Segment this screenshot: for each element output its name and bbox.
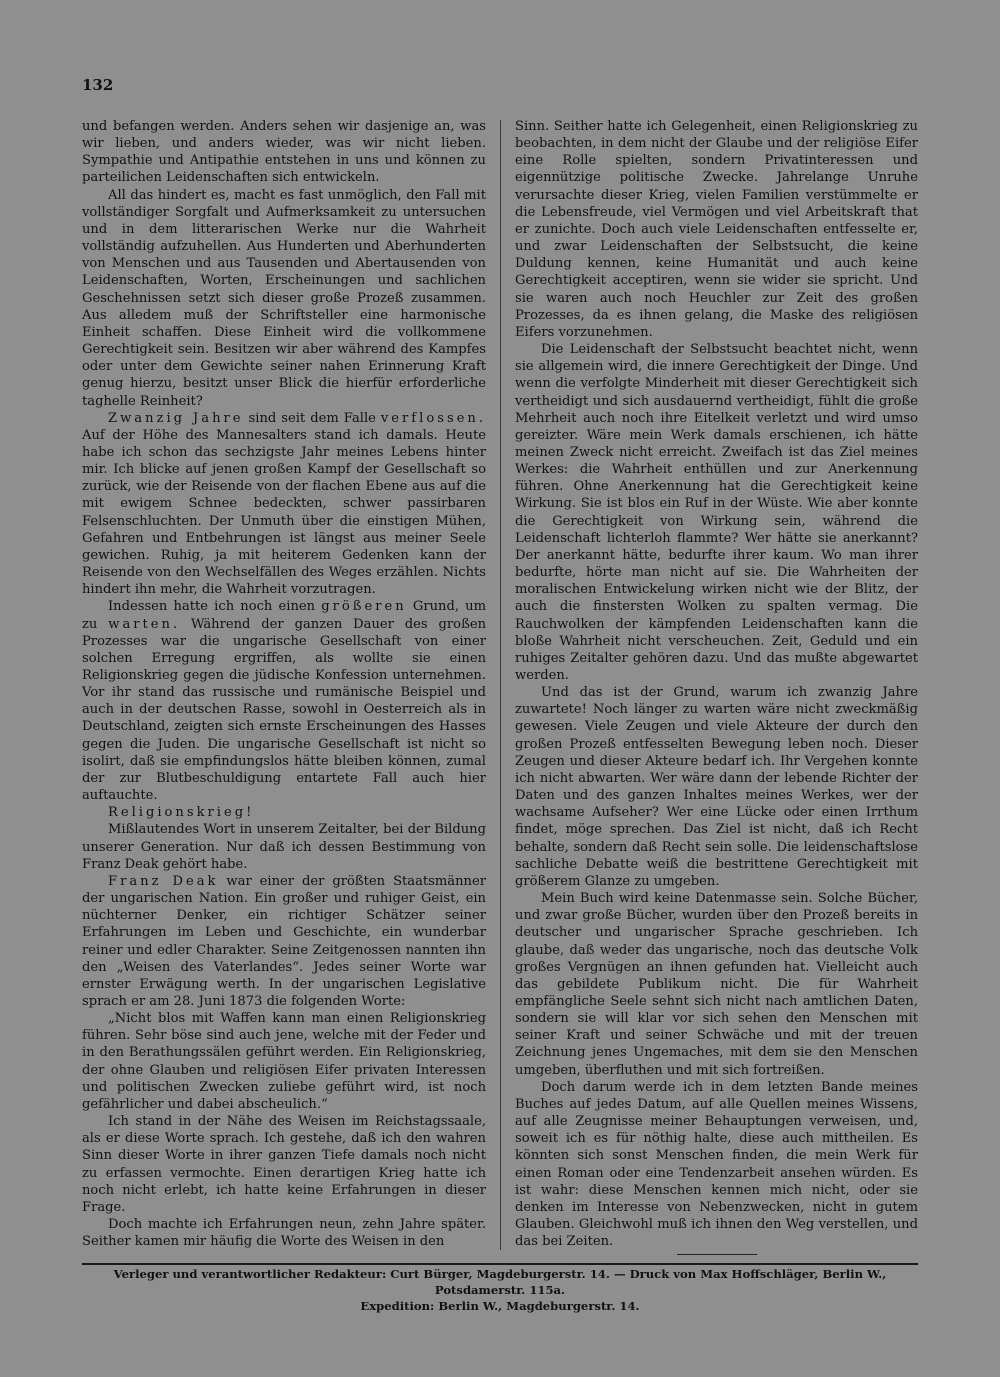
- paragraph: Ich stand in der Nähe des Weisen im Reichstagssaale, als er diese Worte sprach. Ich gestehe, daß ich den wahren Sinn dieser Worte in ihrer ganzen Tiefe damals noch nicht zu erfassen vermochte. Einen derartigen Krieg hatte ich noch nicht erlebt, ich hatte keine Erfahrungen in dieser Frage.: [82, 1114, 486, 1215]
- paragraph: Mißlautendes Wort in unserem Zeitalter, bei der Bildung unserer Generation. Nur daß ich dessen Bestimmung von Franz Deak gehört habe.: [82, 822, 486, 872]
- paragraph-text: Während der ganzen Dauer des großen Prozesses war die ungarische Gesellschaft von einer solchen Erregung ergriffen, als wollte sie einen Religionskrieg gegen die jüdische Konfession unternehmen. Vor ihr stand das russische und rumänische Beispiel und auch in der deutschen Rasse, sowohl in Oesterreich als in Deutschland, zeigten sich ernste Erscheinungen des Hasses gegen die Juden. Die ungarische Gesellschaft ist nicht so isolirt, daß sie empfindungslos hätte bleiben können, zumal der zur Blutbeschuldigung entartete Fall auch hier auftauchte.: [82, 616, 486, 804]
- paragraph: Und das ist der Grund, warum ich zwanzig Jahre zuwartete! Noch länger zu warten wäre nicht zweckmäßig gewesen. Viele Zeugen und viele Akteure der durch den großen Prozeß entfesselten Bewegung leben noch. Dieser Zeugen und dieser Akteure bedarf ich. Ihr Vergehen konnte ich nicht abwarten. Wer wäre dann der lebende Richter der Daten und des ganzen Inhaltes meines Werkes, wer der wachsame Aufseher? Wer eine Lücke oder einen Irrthum findet, möge sprechen. Das Ziel ist nicht, daß ich Recht behalte, sondern daß Recht sein solle. Die leidenschaftslose sachliche Debatte weiß die bestrittene Gerechtigkeit mit größerem Glanze zu umgeben.: [515, 685, 918, 889]
- paragraph: [82, 410, 486, 599]
- paragraph-text: war einer der größten Staatsmänner der ungarischen Nation. Ein großer und ruhiger Geist, ein nüchterner Denker, ein richtiger Schätzer seiner Erfahrungen im Leben und Geschichte, ein wunderbar reiner und edler Charakter. Seine Zeitgenossen nannten ihn den „Weisen des Vaterlandes“. Jedes seiner Worte war ernster Erwägung werth. In der ungarischen Legislative sprach er am 28. Juni 1873 die folgenden Worte:: [82, 873, 486, 1009]
- spaced-text: verflossen.: [380, 410, 487, 426]
- spaced-text: Zwanzig Jahre: [108, 410, 244, 426]
- spaced-text: größeren: [321, 599, 407, 615]
- footer-divider: [82, 1263, 918, 1265]
- spaced-text: Franz Deak: [108, 873, 219, 889]
- paragraph-text: Indessen hatte ich noch einen: [108, 599, 322, 615]
- paragraph: Sinn. Seither hatte ich Gelegenheit, einen Religionskrieg zu beobachten, in dem nicht der Glaube und der religiöse Eifer eine Rolle spielten, sondern Privatinteressen und eigennützige politische Zwecke. Jahrelange Unruhe verursachte dieser Krieg, vielen Familien verstümmelte er die Lebensfreude, viel Vermögen und viel Arbeitskraft that er zunichte. Doch auch viele Leidenschaften entfesselte er, und zwar Leidenschaften der Selbstsucht, die keine Duldung kennen, keine Humanität und auch keine Gerechtigkeit acceptiren, wenn sie wider sie spricht. Und sie waren auch noch Heuchler zur Zeit des großen Prozesses, da es ihnen gelang, die Maske des religiösen Eifers vorzunehmen.: [515, 119, 918, 340]
- paragraph: All das hindert es, macht es fast unmöglich, den Fall mit vollständiger Sorgfalt und Aufmerksamkeit zu untersuchen und in dem litterarischen Werke nur die Wahrheit vollständig aufzuhellen. Aus Hunderten und Aberhunderten von Menschen und aus Tausenden und Abertausenden von Leidenschaften, Worten, Erscheinungen und sachlichen Geschehnissen setzt sich dieser große Prozeß zusammen. Aus alledem muß der Schriftsteller eine harmonische Einheit schaffen. Diese Einheit wird die vollkommene Gerechtigkeit sein. Besitzen wir aber während des Kampfes oder unter dem Gewichte seiner nahen Erinnerung Kraft genug hierzu, besitzt unser Blick die hierfür erforderliche taghelle Reinheit?: [82, 187, 486, 409]
- quotation: „Nicht blos mit Waffen kann man einen Religionskrieg führen. Sehr böse sind auch jene, welche mit der Feder und in den Berathungssälen geführt werden. Ein Religionskrieg, der ohne Glauben und religiösen Eifer privaten Interessen und politischen Zwecken zuliebe geführt wird, ist noch gefährlicher und dabei abscheulich.“: [82, 1011, 486, 1112]
- spaced-text: Religionskrieg!: [108, 805, 255, 821]
- paragraph: Mein Buch wird keine Datenmasse sein. Solche Bücher, und zwar große Bücher, wurden über den Prozeß bereits in deutscher und ungarischer Sprache geschrieben. Ich glaube, daß weder das ungarische, noch das deutsche Volk großes Vergnügen an ihnen gefunden hat. Vielleicht auch das gebildete Publikum nicht. Die für Wahrheit empfängliche Seele sehnt sich nicht nach amtlichen Daten, sondern sie will klar vor sich sehen den Menschen mit seiner Kraft und seiner Schwäche und mit der treuen Zeichnung jenes Ungemaches, mit dem sie den Menschen umgeben, überfluthen und mit sich fortreißen.: [515, 891, 918, 1078]
- paragraph-text: sind seit dem Falle: [243, 410, 381, 426]
- imprint-line: Verleger und verantwortlicher Redakteur: Curt Bürger, Magdeburgerstr. 14. — Druck von Max Hoffschläger, Berlin W., Potsdamerstr. 115a.: [113, 1267, 887, 1297]
- paragraph: [82, 873, 486, 1010]
- left-column: [82, 118, 486, 1250]
- paragraph: Doch darum werde ich in dem letzten Bande meines Buches auf jedes Datum, auf alle Quellen meines Wissens, auf alle Zeugnisse meiner Behauptungen verweisen, und, soweit ich es für nöthig halte, diese auch mittheilen. Es könnten sich sonst Menschen finden, die mein Werk für einen Roman oder eine Tendenzarbeit ansehen würden. Es ist wahr: diese Menschen kennen mich nicht, oder sie denken im Interesse von Nebenzwecken, nicht in gutem Glauben. Gleichwohl muß ich ihnen den Weg verstellen, und das bei Zeiten.: [515, 1079, 918, 1250]
- paragraph: und befangen werden. Anders sehen wir dasjenige an, was wir lieben, und anders wieder, was wir nicht lieben. Sympathie und Antipathie entstehen in uns und können zu parteilichen Leidenschaften sich entwickeln.: [82, 119, 486, 186]
- page-number: 132: [82, 76, 114, 94]
- paragraph: Die Leidenschaft der Selbstsucht beachtet nicht, wenn sie allgemein wird, die innere Gerechtigkeit der Dinge. Und wenn die verfolgte Minderheit mit dieser Gerechtigkeit sich vertheidigt und sich ausdauernd vertheidigt, fühlt die große Mehrheit auch noch ihre Eitelkeit verletzt und wird umso gereizter. Wäre mein Werk damals erschienen, ich hätte meinen Zweck nicht erreicht. Zweifach ist das Ziel meines Werkes: die Wahrheit enthüllen und zur Anerkennung führen. Ohne Anerkennung hat die Gerechtigkeit keine Wirkung. Sie ist blos ein Ruf in der Wüste. Wie aber konnte die Gerechtigkeit von Wirkung sein, während die Leidenschaft lichterloh flammte? Wer hätte sie anerkannt? Der anerkannt hätte, bedurfte ihrer kaum. Wo man ihrer bedurfte, hörte man nicht auf sie. Die Wahrheiten der moralischen Entwickelung wirken nicht wie der Blitz, der auch die finstersten Wolken zu spalten vermag. Die Rauchwolken der kämpfenden Leidenschaften kann die bloße Wahrheit nicht verscheuchen. Zeit, Geduld und ein ruhiges Zeitalter gehören dazu. Und das mußte abgewartet werden.: [515, 342, 918, 683]
- paragraph: Doch machte ich Erfahrungen neun, zehn Jahre später. Seither kamen mir häufig die Worte des Weisen in den: [82, 1217, 486, 1250]
- closing-divider: [677, 1254, 757, 1255]
- section-heading: [82, 804, 486, 821]
- imprint-line: Expedition: Berlin W., Magdeburgerstr. 14.: [360, 1299, 640, 1313]
- paragraph: [82, 598, 486, 804]
- paragraph-text: Auf der Höhe des Mannesalters stand ich damals. Heute habe ich schon das sechzigste Jahr meines Lebens hinter mir. Ich blicke auf jenen großen Kampf der Gesellschaft so zurück, wie der Reisende von der flachen Ebene aus auf die mit ewigem Schnee bedeckten, schwer passirbaren Felsenschluchten. Der Unmuth über die einstigen Mühen, Gefahren und Entbehrungen ist längst aus meiner Seele gewichen. Ruhig, ja mit heiterem Gedenken kann der Reisende von den Wechselfällen des Weges erzählen. Nichts hindert ihn mehr, die Wahrheit vorzutragen.: [82, 427, 486, 598]
- paragraph-text: Grund, um zu: [82, 599, 486, 632]
- spaced-text: warten.: [108, 616, 181, 632]
- imprint-footer: [82, 1266, 918, 1314]
- right-column: [515, 118, 918, 1255]
- column-divider: [500, 120, 501, 1250]
